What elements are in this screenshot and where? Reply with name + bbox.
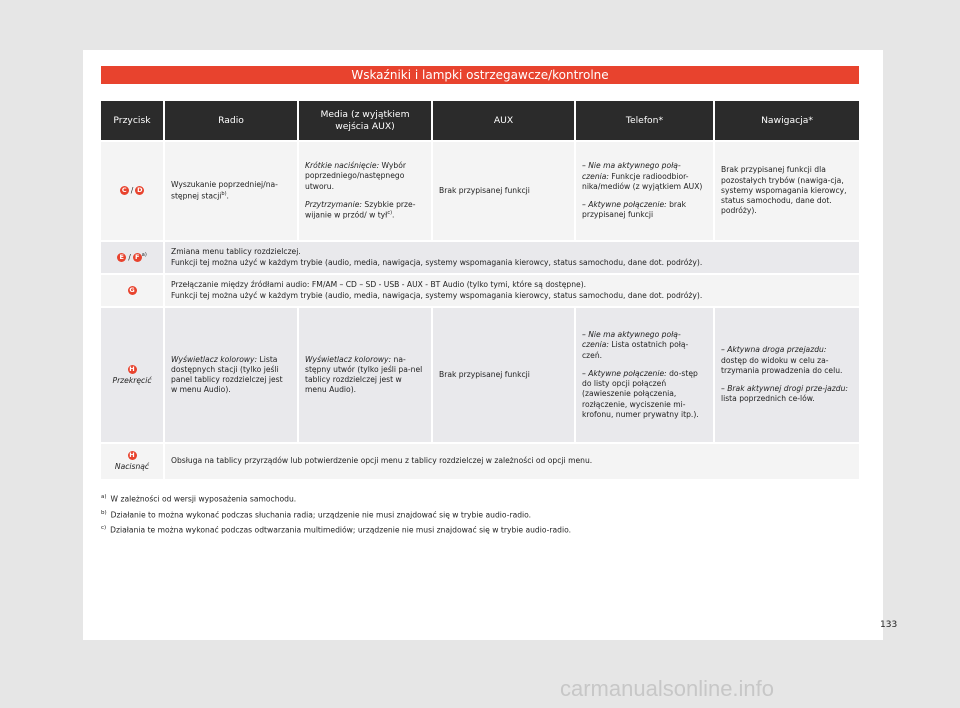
header-radio: Radio [164,101,298,141]
media-short-text: Wybór poprzedniego/następnego utworu. [305,161,407,191]
key-cell-h-press [101,443,164,479]
media-hold-text: Szybkie prze-wijanie w przód/ w tył [305,199,416,220]
key-d-icon: D [137,186,143,195]
table-row [101,307,859,443]
media-hold-label: Przytrzymanie: [305,199,362,209]
footnote-ref-c: c) [387,210,393,217]
key-cell-h-turn [101,307,164,443]
page-number: 133 [880,620,898,630]
table-row [101,443,859,479]
tel-active-label: – Aktywne połączenie: [582,200,667,210]
cell-g-description [164,274,859,307]
footnote-ref-a: a) [141,252,147,259]
key-e-icon: E [117,253,126,262]
footnote-b [101,510,861,520]
table-row [101,241,859,274]
table-row [101,141,859,241]
key-separator: / [130,185,134,195]
footnotes [101,494,861,541]
nav-route-label: – Aktywna droga przejazdu: [721,345,827,355]
controls-table [101,101,859,479]
tel-active-label: – Aktywne połączenie: [582,368,667,378]
key-f-icon: F [133,253,142,262]
radio-display-text: Lista dostępnych stacji (tylko jeśli panel tablicy rozdzielczej jest w menu Audio). [171,354,283,395]
tel-noconn-label: – Nie ma aktywnego połą-czenia: [582,161,681,181]
cell-radio: Wyszukanie poprzedniej/na-stępnej stacji$^{b)}$. [164,141,298,241]
key-separator: / [128,252,131,262]
key-c-icon: C [120,186,129,195]
watermark: carmanualsonline.info [560,676,775,701]
cell-aux: Brak przypisanej funkcji [432,307,575,443]
cell-h-press-description: Obsługa na tablicy przyrządów lub potwierdzenie opcji menu z tablicy rozdzielczej w zależności od opcji menu. [164,443,859,479]
nav-route-text: dostęp do widoku w celu za-trzymania prowadzenia do celu. [721,355,843,375]
cell-aux: Brak przypisanej funkcji [432,141,575,241]
key-h-icon: H [129,364,135,373]
key-cell-ef [101,241,164,274]
footnote-text: W zależności od wersji wyposażenia samochodu. [110,494,297,504]
media-short-label: Krótkie naciśnięcie: [305,161,380,171]
key-g-icon: G [129,285,135,294]
cell-nawigacja: Brak przypisanej funkcji dla pozostałych trybów (nawiga-cja, systemy wspomagania kierowcy, status samochodu, dane dot. podróży). [714,141,859,241]
tel-noconn-text: Funkcje radioodbior-nika/mediów (z wyjątkiem AUX) [582,171,703,191]
footnote-ref-b: b) [221,190,227,197]
header-telefon: Telefon* [575,101,714,141]
nav-noroute-label: – Brak aktywnej drogi prze-jazdu: [721,384,848,394]
key-action-label: Przekręcić [112,375,152,385]
cell-telefon [575,141,714,241]
tel-noconn-text: Lista ostatnich połą-czeń. [582,340,689,360]
footnote-text: Działanie to można wykonać podczas słuchania radia; urządzenie nie musi znajdować się w trybie audio-radio. [110,510,532,520]
cell-media [298,307,432,443]
table-header-row [101,101,859,141]
g-line-1: Przełączanie między źródłami audio: FM/AM – CD – SD - USB - AUX - BT Audio (tylko tymi, które są dostępne). [171,280,587,290]
tel-active-text: brak przypisanej funkcji [582,200,687,220]
section-title: Wskaźniki i lampki ostrzegawcze/kontrolne [101,66,859,84]
footnote-mark: a) [101,494,107,500]
header-przycisk: Przycisk [101,101,164,141]
footnote-c [101,525,861,535]
cell-media: Krótkie naciśnięcie: Wybór poprzedniego/następnego utworu. Przytrzymanie: Szybkie prze-wijanie w przód/ w tył$^{c)}$. [298,141,432,241]
g-line-2: Funkcji tej można użyć w każdym trybie (audio, media, nawigacja, systemy wspomagania kierowcy, status samochodu, dane dot. podróży). [171,290,703,300]
key-h-icon: H [129,451,135,460]
ef-line-1: Zmiana menu tablicy rozdzielczej. [171,247,301,257]
radio-display-label: Wyświetlacz kolorowy: [171,354,258,364]
ef-line-2: Funkcji tej można użyć w każdym trybie (audio, media, nawigacja, systemy wspomagania kierowcy, status samochodu, dane dot. podróży). [171,257,703,267]
key-action-label: Nacisnąć [114,462,150,471]
cell-telefon [575,307,714,443]
cell-radio [164,307,298,443]
tel-noconn-label: – Nie ma aktywnego połą-czenia: [582,330,681,350]
key-cell-cd [101,141,164,241]
footnote-a [101,494,861,504]
key-cell-g [101,274,164,307]
footnote-mark: c) [101,525,107,532]
tel-active-text: do-stęp do listy opcji połączeń (zawieszenie połączenia, rozłączenie, wyciszenie mi-krofonu, numer prywatny itp.). [582,368,699,419]
media-display-label: Wyświetlacz kolorowy: [305,354,392,364]
footnote-mark: b) [101,509,107,516]
media-display-text: na-stępny utwór (tylko jeśli pa-nel tablicy rozdzielczej jest w menu Audio). [305,354,423,395]
nav-noroute-text: lista poprzednich ce-lów. [721,394,815,404]
header-media: Media (z wyjątkiem wejścia AUX) [298,101,432,141]
header-aux: AUX [432,101,575,141]
cell-ef-description [164,241,859,274]
radio-text: Wyszukanie poprzedniej/na-stępnej stacji [171,180,278,201]
table-row [101,274,859,307]
header-nawigacja: Nawigacja* [714,101,859,141]
footnote-text: Działania te można wykonać podczas odtwarzania multimediów; urządzenie nie musi znajdować się w trybie audio-radio. [110,525,572,535]
cell-nawigacja [714,307,859,443]
